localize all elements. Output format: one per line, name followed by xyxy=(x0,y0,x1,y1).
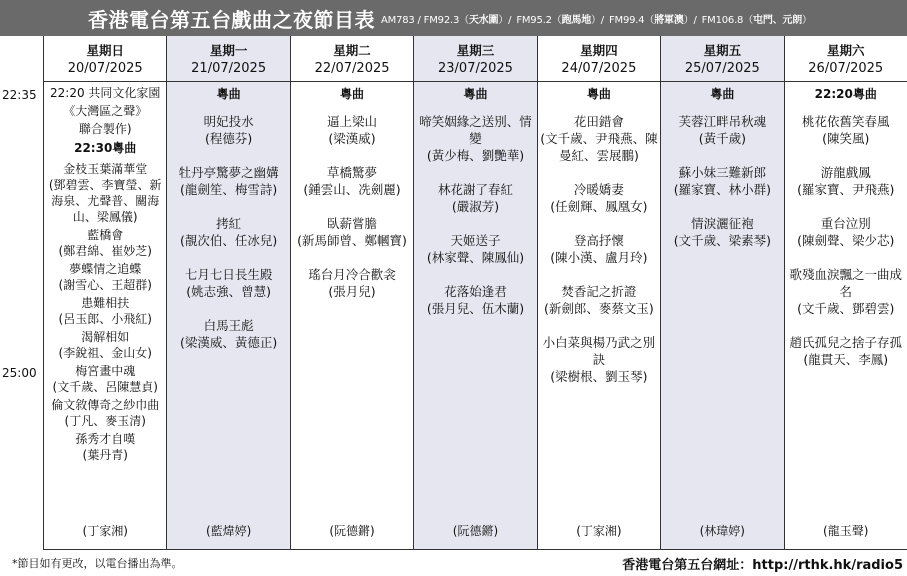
program-title: 小白菜與楊乃武之別訣 xyxy=(542,335,656,367)
program-title: 梅宮畫中魂 xyxy=(75,364,136,378)
program-title: 逼上梁山 xyxy=(327,114,378,129)
program-cast: (文千歲、鄧碧雲) xyxy=(797,301,895,316)
program-title: 金枝玉葉滿華堂 xyxy=(63,162,148,176)
website-link[interactable]: 香港電台第五台網址：http://rthk.hk/radio5 xyxy=(622,557,903,573)
program-cast: (嚴淑芳) xyxy=(451,199,500,214)
program-item xyxy=(416,113,534,164)
program-title: 歌殘血淚飄之一曲成名 xyxy=(789,267,902,299)
program-title: 趙氏孤兒之捨子存孤 xyxy=(789,335,902,350)
program-cast: (張月兒、伍木蘭) xyxy=(426,301,525,316)
day-name: 星期五 xyxy=(703,43,742,58)
program-item xyxy=(46,161,164,225)
program-cast: (李銳祖、金山女) xyxy=(58,346,152,360)
day-header xyxy=(167,36,289,82)
day-column xyxy=(661,36,784,549)
program-item xyxy=(787,215,905,249)
day-date: 21/07/2025 xyxy=(191,61,267,76)
program-item xyxy=(416,283,534,317)
frequency-area: 天水圍 xyxy=(468,14,499,26)
program-title: 拷紅 xyxy=(216,216,242,231)
day-column xyxy=(414,36,537,549)
day-programs xyxy=(785,82,907,549)
program-cast: (梁樹根、劉玉琴) xyxy=(550,369,648,384)
program-title: 花田錯會 xyxy=(573,114,624,129)
program-cast: (鄧碧雲、李寶瑩、新海泉、尤聲普、關海山、梁鳳儀) xyxy=(48,178,162,224)
frequency-band: AM783 / FM92.3 xyxy=(381,14,460,26)
genre-label: 粵曲 xyxy=(340,87,365,101)
program-item xyxy=(293,215,411,249)
program-cast: (新劍郎、麥蔡文玉) xyxy=(544,301,654,316)
program-note: 聯合製作) xyxy=(78,122,132,136)
program-cast: (文千歲、梁素琴) xyxy=(673,233,771,248)
program-title: 蘇小妹三難新郎 xyxy=(678,165,767,180)
program-title: 冷暖嬌妻 xyxy=(573,182,624,197)
program-cast: (鍾雲山、冼劍麗) xyxy=(303,182,401,197)
program-title: 牡丹亭驚夢之幽媾 xyxy=(178,165,279,180)
day-programs xyxy=(414,82,536,549)
program-title: 夢蝶情之追蝶 xyxy=(69,262,142,276)
program-cast: (羅家寶、尹飛燕) xyxy=(797,182,895,197)
program-item xyxy=(169,266,287,300)
day-column xyxy=(291,36,414,549)
program-note: 22:20 共同文化家園 xyxy=(50,86,161,100)
program-title: 登高抒懷 xyxy=(573,233,624,248)
day-name: 星期三 xyxy=(456,43,495,58)
program-item xyxy=(540,232,658,266)
program-cast: (龍貫天、李鳳) xyxy=(803,352,889,367)
day-date: 23/07/2025 xyxy=(438,61,513,76)
genre-label: 粵曲 xyxy=(463,87,488,101)
start-time-label: 22:35 xyxy=(2,88,37,102)
program-item xyxy=(787,164,905,198)
program-item xyxy=(169,164,287,198)
program-cast: (任劍輝、鳳凰女) xyxy=(550,199,648,214)
program-title: 瑤台月冷合歡衾 xyxy=(308,267,396,282)
schedule-grid xyxy=(43,36,907,550)
genre-label: 粵曲 xyxy=(710,87,735,101)
program-item xyxy=(416,181,534,215)
program-cast: (謝雪心、王超群) xyxy=(58,278,152,292)
day-date: 25/07/2025 xyxy=(684,61,760,76)
program-title: 藍橋會 xyxy=(87,228,124,242)
program-title: 天姬送子 xyxy=(450,233,501,248)
frequency-area: 將軍澳 xyxy=(654,14,684,26)
program-cast: (羅家寶、林小群) xyxy=(673,182,771,197)
program-cast: (陳劍聲、梁少芯) xyxy=(797,233,895,248)
day-date: 24/07/2025 xyxy=(561,61,637,76)
program-cast: (姚志強、曾慧) xyxy=(186,284,272,299)
frequency-band: FM106.8 xyxy=(701,14,744,26)
program-item xyxy=(46,397,164,429)
program-cast: (文千歲、尹飛燕、陳曼紅、雲展鵬) xyxy=(540,131,658,163)
program-item xyxy=(787,266,905,317)
day-date: 20/07/2025 xyxy=(67,61,143,76)
program-title: 芙蓉江畔吊秋魂 xyxy=(678,114,767,129)
program-title: 白馬王彪 xyxy=(203,318,254,333)
program-title: 臥薪嘗膽 xyxy=(327,216,378,231)
program-cast: (呂玉郎、小飛紅) xyxy=(58,312,152,326)
genre-label: 22:30粵曲 xyxy=(74,141,137,155)
day-header xyxy=(291,36,413,82)
day-column xyxy=(167,36,290,549)
program-cast: (黃千歲) xyxy=(698,131,746,146)
day-name: 星期一 xyxy=(209,43,248,58)
program-cast: (龍劍笙、梅雪詩) xyxy=(180,182,278,197)
day-date: 26/07/2025 xyxy=(808,61,884,76)
header-bar xyxy=(0,0,907,36)
footer-note: *節目如有更改，以電台播出為準。 xyxy=(12,557,183,570)
program-item xyxy=(787,113,905,147)
day-header xyxy=(785,36,907,82)
genre-label: 22:20粵曲 xyxy=(814,87,877,101)
day-name: 星期日 xyxy=(86,43,124,58)
host-name: (龍玉聲) xyxy=(823,524,869,538)
host-name: (阮德鏘) xyxy=(452,524,499,538)
day-programs xyxy=(291,82,413,549)
day-column xyxy=(538,36,661,549)
frequency-list xyxy=(381,11,814,26)
host-name: (林瑋婷) xyxy=(699,524,745,538)
program-item xyxy=(46,295,164,327)
program-title: 孫秀才自嘆 xyxy=(75,432,136,446)
program-item xyxy=(540,181,658,215)
program-item xyxy=(46,431,164,463)
program-cast: (陳笑風) xyxy=(822,131,870,146)
program-title: 花落始逢君 xyxy=(444,284,507,299)
program-title: 桃花依舊笑春風 xyxy=(801,114,890,129)
program-cast: (梁漢威) xyxy=(328,131,376,146)
page-title: 香港電台第五台戲曲之夜節目表 xyxy=(88,7,375,32)
frequency-area: 跑馬地 xyxy=(561,14,591,26)
program-item xyxy=(46,261,164,293)
program-cast: (丁凡、麥玉清) xyxy=(64,414,146,428)
day-programs xyxy=(167,82,289,549)
program-title: 重台泣別 xyxy=(820,216,871,231)
day-programs xyxy=(44,82,166,549)
program-cast: (程德芬) xyxy=(205,131,253,146)
program-item xyxy=(540,334,658,385)
program-item xyxy=(293,164,411,198)
host-name: (阮德鏘) xyxy=(329,524,375,538)
program-cast: (葉丹青) xyxy=(82,448,128,462)
program-item xyxy=(169,317,287,351)
day-column xyxy=(44,36,167,549)
host-name: (丁家湘) xyxy=(82,524,128,538)
program-item xyxy=(169,113,287,147)
genre-label: 粵曲 xyxy=(216,87,241,101)
frequency-item: FM106.8（屯門、元朗） xyxy=(701,14,812,26)
program-title: 焚香記之折證 xyxy=(561,284,637,299)
program-cast: (新馬師曾、鄭幗寶) xyxy=(297,233,407,248)
program-item xyxy=(416,232,534,266)
program-item xyxy=(169,215,287,249)
program-title: 林花謝了春紅 xyxy=(437,182,513,197)
program-title: 游龍戲鳳 xyxy=(820,165,871,180)
program-item xyxy=(663,215,781,249)
program-item xyxy=(46,227,164,259)
frequency-item: FM99.4（將軍澳）/ xyxy=(608,14,697,26)
program-cast: (靚次伯、任冰兒) xyxy=(180,233,278,248)
day-programs xyxy=(538,82,660,549)
end-time-label: 25:00 xyxy=(2,366,37,380)
program-title: 情淚灑征袍 xyxy=(691,216,754,231)
program-cast: (梁漢威、黃德正) xyxy=(180,335,278,350)
program-cast: (張月兒) xyxy=(328,284,376,299)
program-cast: (文千歲、呂陳慧貞) xyxy=(52,380,158,394)
program-item xyxy=(293,266,411,300)
day-name: 星期二 xyxy=(333,43,371,58)
footer xyxy=(0,550,907,576)
program-note: 《大灣區之聲》 xyxy=(63,104,148,118)
program-item xyxy=(46,329,164,361)
program-title: 渴解相如 xyxy=(81,330,130,344)
frequency-band: FM99.4 xyxy=(608,14,645,26)
host-name: (丁家湘) xyxy=(576,524,622,538)
day-date: 22/07/2025 xyxy=(314,61,390,76)
program-item xyxy=(663,113,781,147)
program-item xyxy=(787,334,905,368)
program-title: 倫文敘傳奇之紗巾曲 xyxy=(51,398,160,412)
program-title: 患難相扶 xyxy=(81,296,130,310)
day-column xyxy=(785,36,907,549)
program-item xyxy=(663,164,781,198)
frequency-item: AM783 / FM92.3（天水圍）/ xyxy=(381,14,512,26)
day-header xyxy=(661,36,783,82)
program-item xyxy=(540,113,658,164)
program-item xyxy=(540,283,658,317)
frequency-area: 屯門、元朗 xyxy=(753,14,803,26)
program-title: 草橋驚夢 xyxy=(327,165,378,180)
program-item xyxy=(293,113,411,147)
program-cast: (陳小漢、盧月玲) xyxy=(550,250,648,265)
day-header xyxy=(44,36,166,82)
frequency-item: FM95.2（跑馬地）/ xyxy=(516,14,604,26)
day-programs xyxy=(661,82,783,549)
program-cast: (黃少梅、劉艷華) xyxy=(426,148,525,163)
day-header xyxy=(538,36,660,82)
program-title: 七月七日長生殿 xyxy=(184,267,273,282)
program-title: 明妃投水 xyxy=(203,114,254,129)
frequency-band: FM95.2 xyxy=(516,14,552,26)
host-name: (藍煒婷) xyxy=(205,524,252,538)
day-name: 星期四 xyxy=(580,43,618,58)
day-header xyxy=(414,36,536,82)
program-title: 啼笑姻緣之送別、情變 xyxy=(419,114,532,146)
day-name: 星期六 xyxy=(826,43,865,58)
program-item xyxy=(46,363,164,395)
program-cast: (林家聲、陳鳳仙) xyxy=(426,250,525,265)
genre-label: 粵曲 xyxy=(586,87,611,101)
program-cast: (鄭君綿、崔妙芝) xyxy=(58,244,152,258)
